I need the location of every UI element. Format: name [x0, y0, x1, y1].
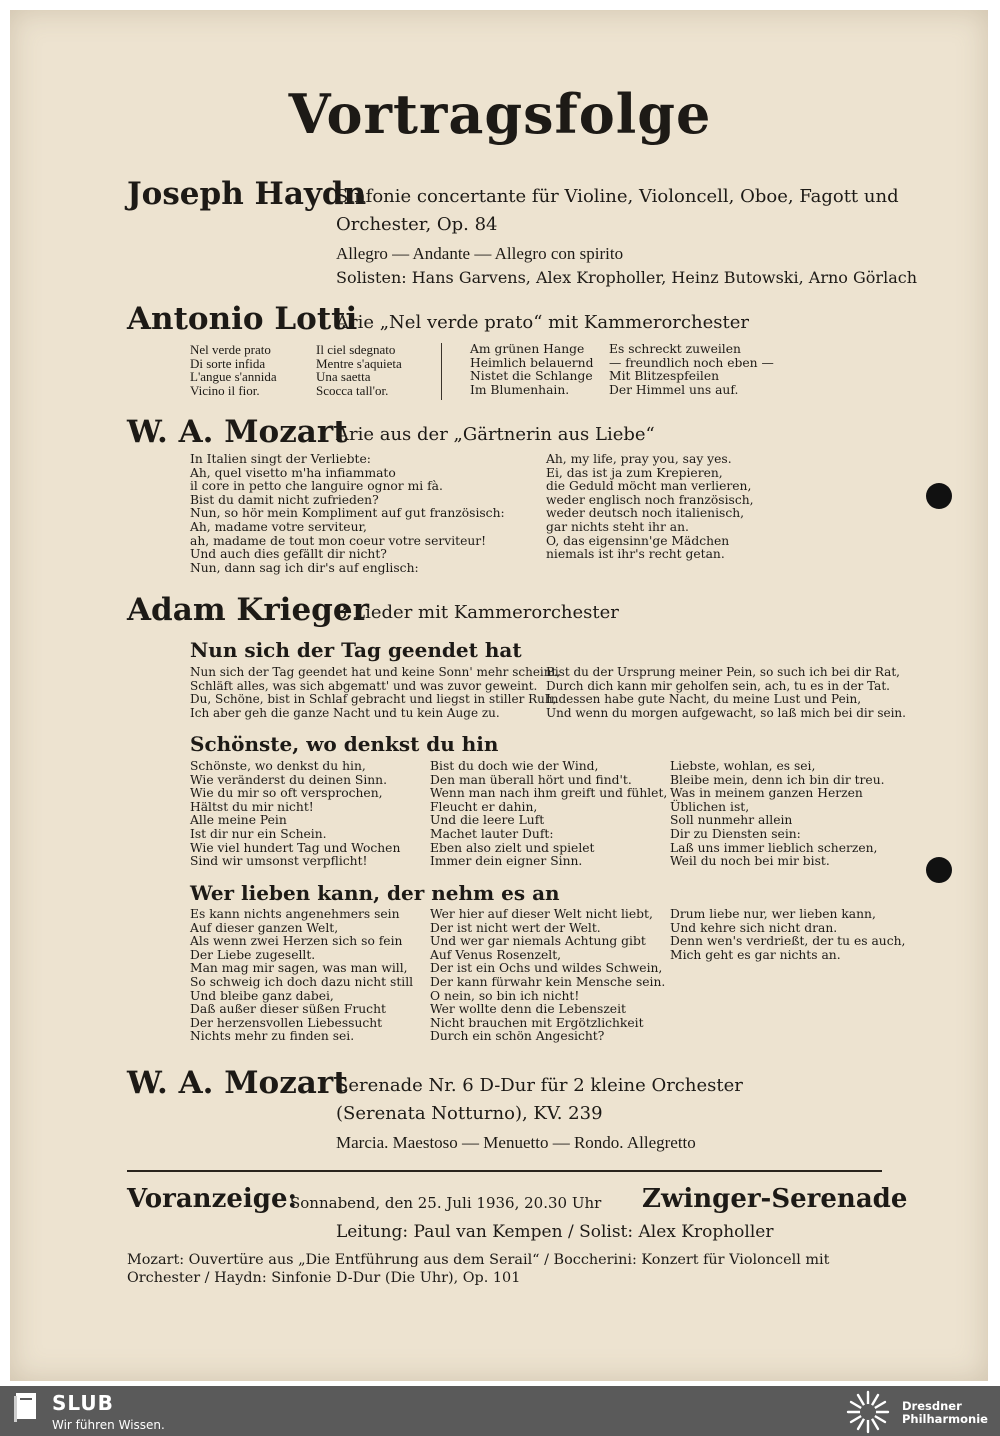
song3-title: Wer lieben kann, der nehm es an	[190, 881, 560, 905]
krieger-work: 3 Lieder mit Kammerorchester	[336, 602, 619, 623]
slub-logo: SLUB	[52, 1391, 114, 1415]
song1-title: Nun sich der Tag geendet hat	[190, 638, 522, 662]
song3-col1: Es kann nichts angenehmers sein Auf dieser ganzen Welt, Als wenn zwei Herzen sich so fein Der Liebe zugesellt. Man mag mir sagen, was man will, So schweig ich doch dazu nicht still Und bleibe ganz dabei, Daß außer dieser süßen Frucht Der herzensvollen Liebessucht Nichts mehr zu finden sei.	[190, 907, 414, 1044]
composer-mozart-serenade: W. A. Mozart	[127, 1065, 348, 1101]
section-divider	[127, 1170, 882, 1172]
mozart-aria-col1: In Italien singt der Verliebte: Ah, quel visetto m'ha infiammato il core in petto che languire ognor mi fà. Bist du damit nicht zufrieden? Nun, so hör mein Kompliment auf gut französisch: Ah, madame votre serviteur, ah, madame de tout mon coeur votre serviteur! Und auch dies gefällt dir nicht? Nun, dann sag ich dir's auf englisch:	[190, 452, 505, 575]
haydn-work-line2: Orchester, Op. 84	[336, 214, 498, 235]
lotti-italian-col1: Nel verde prato Di sorte infida L'angue s'annida Vicino il fior.	[190, 342, 277, 398]
song3-col3: Drum liebe nur, wer lieben kann, Und kehre sich nicht dran. Denn wen's verdrießt, der tu es auch, Mich geht es gar nichts an.	[670, 907, 906, 962]
preview-leitung: Leitung: Paul van Kempen / Solist: Alex Kropholler	[336, 1222, 774, 1242]
slub-tagline: Wir führen Wissen.	[52, 1418, 165, 1432]
haydn-soloists: Solisten: Hans Garvens, Alex Kropholler, Heinz Butowski, Arno Görlach	[336, 268, 917, 287]
serenade-movements: Marcia. Maestoso — Menuetto — Rondo. Allegretto	[336, 1133, 696, 1152]
song3-col2: Wer hier auf dieser Welt nicht liebt, Der ist nicht wert der Welt. Und wer gar niemals Achtung gibt Auf Venus Rosenzelt, Der ist ein Ochs und wildes Schwein, Der kann fürwahr kein Mensche sein. O nein, so bin ich nicht! Wer wollte denn die Lebenszeit Nicht brauchen mit Ergötzlichkeit Durch ein schön Angesicht?	[430, 907, 666, 1044]
preview-program-line2: Orchester / Haydn: Sinfonie D-Dur (Die Uhr), Op. 101	[127, 1270, 521, 1286]
composer-lotti: Antonio Lotti	[127, 301, 358, 337]
song2-col2: Bist du doch wie der Wind, Den man überall hört und find't. Wenn man nach ihm greift und fühlet, Fleucht er dahin, Und die leere Luft Machet lauter Duft: Eben also zielt und spielet Immer dein eigner Sinn.	[430, 759, 668, 869]
preview-event: Zwinger-Serenade	[642, 1184, 908, 1214]
song2-col1: Schönste, wo denkst du hin, Wie veränderst du deinen Sinn. Wie du mir so oft versprochen, Hältst du mir nicht! Alle meine Pein Ist dir nur ein Schein. Wie viel hundert Tag und Wochen Sind wir umsonst verpflicht!	[190, 759, 401, 869]
mozart-aria-col2: Ah, my life, pray you, say yes. Ei, das ist ja zum Krepieren, die Geduld möcht man verlieren, weder englisch noch französisch, weder deutsch noch italienisch, gar nichts steht ihr an. O, das eigensinn'ge Mädchen niemals ist ihr's recht getan.	[546, 452, 754, 562]
composer-haydn: Joseph Haydn	[127, 176, 367, 212]
lotti-divider	[441, 343, 442, 400]
composer-krieger: Adam Krieger	[127, 592, 369, 628]
haydn-work-line1: Sinfonie concertante für Violine, Violoncell, Oboe, Fagott und	[336, 186, 899, 207]
punch-hole-upper	[926, 483, 952, 509]
preview-label: Voranzeige:	[127, 1184, 298, 1214]
serenade-work-line1: Serenade Nr. 6 D-Dur für 2 kleine Orchester	[336, 1075, 743, 1096]
song2-title: Schönste, wo denkst du hin	[190, 732, 499, 756]
haydn-movements: Allegro — Andante — Allegro con spirito	[336, 244, 624, 263]
serenade-work-line2: (Serenata Notturno), KV. 239	[336, 1103, 603, 1124]
song1-col1: Nun sich der Tag geendet hat und keine Sonn' mehr scheint, Schläft alles, was sich abgematt' und was zuvor geweint. Du, Schöne, bist in Schlaf gebracht und liegst in stiller Ruh, Ich aber geh die ganze Nacht und tu kein Auge zu.	[190, 665, 561, 720]
preview-date: Sonnabend, den 25. Juli 1936, 20.30 Uhr	[290, 1194, 602, 1212]
philharmonie-sun-icon	[842, 1388, 894, 1436]
mozart-aria-work: Arie aus der „Gärtnerin aus Liebe“	[336, 424, 655, 445]
punch-hole-lower	[926, 857, 952, 883]
page-title: Vortragsfolge	[288, 82, 712, 146]
preview-program-line1: Mozart: Ouvertüre aus „Die Entführung aus dem Serail“ / Boccherini: Konzert für Violoncell mit	[127, 1252, 830, 1268]
philharmonie-logo: Dresdner Philharmonie	[902, 1399, 988, 1426]
lotti-german-col2: Es schreckt zuweilen — freundlich noch eben — Mit Blitzespfeilen Der Himmel uns auf.	[609, 342, 774, 397]
lotti-italian-col2: Il ciel sdegnato Mentre s'aquieta Una saetta Scocca tall'or.	[316, 342, 402, 398]
lotti-work: Arie „Nel verde prato“ mit Kammerorchester	[336, 312, 749, 333]
composer-mozart-aria: W. A. Mozart	[127, 414, 348, 450]
song2-col3: Liebste, wohlan, es sei, Bleibe mein, denn ich bin dir treu. Was in meinem ganzen Herzen Üblichen ist, Soll nunmehr allein Dir zu Diensten sein: Laß uns immer lieblich scherzen, Weil du noch bei mir bist.	[670, 759, 885, 869]
slub-book-icon	[12, 1390, 42, 1424]
song1-col2: Bist du der Ursprung meiner Pein, so such ich bei dir Rat, Durch dich kann mir geholfen sein, ach, tu es in der Tat. Indessen habe gute Nacht, du meine Lust und Pein, Und wenn du morgen aufgewacht, so laß mich bei dir sein.	[546, 665, 906, 720]
lotti-german-col1: Am grünen Hange Heimlich belauernd Nistet die Schlange Im Blumenhain.	[470, 342, 594, 397]
